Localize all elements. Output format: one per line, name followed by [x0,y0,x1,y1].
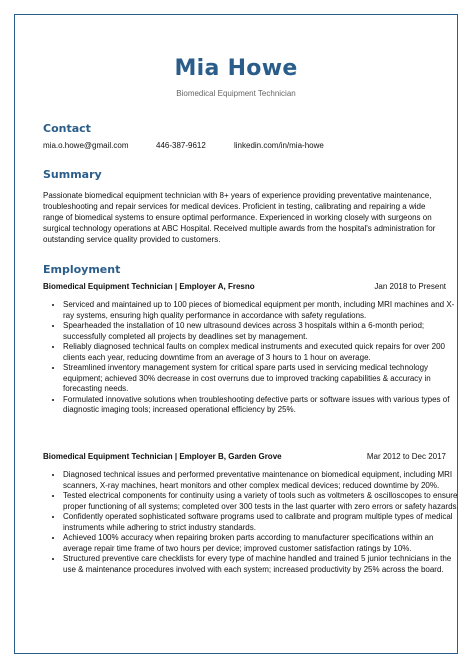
job-bullet: • Formulated innovative solutions when troubleshooting defective parts or software issues with various types of diagnostic imaging tools; increased operational efficiency by 25%. [63,395,459,416]
candidate-role: Biomedical Equipment Technician [176,89,296,98]
job-header [43,282,446,293]
job-bullet: • Spearheaded the installation of 10 new ultrasound devices across 3 hospitals within a 6-month period; successfully completed all projects by deadlines set by management. [63,321,459,342]
employment-heading: Employment [43,263,121,276]
contact-heading: Contact [43,122,91,135]
job-dates: Jan 2018 to Present [374,282,446,291]
contact-email[interactable]: mia.o.howe@gmail.com [43,141,129,150]
contact-linkedin[interactable]: linkedin.com/in/mia-howe [234,141,324,150]
contact-phone: 446-387-9612 [156,141,206,150]
contact-row [43,141,324,150]
job-title: Biomedical Equipment Technician | Employer A, Fresno [43,282,255,291]
job-bullet: • Confidently operated sophisticated software programs used to calibrate and program multiple types of medical instruments while adhering to strict industry standards. [63,512,459,533]
job-bullet: • Reliably diagnosed technical faults on complex medical instruments and executed quick repairs for over 200 clients each year, reducing downtime from an average of 3 hours to 1 hour on average. [63,342,459,363]
job-bullet: • Tested electrical components for continuity using a variety of tools such as voltmeters & oscilloscopes to ensure proper functioning of all systems; completed over 300 tests in the last quarter with zero errors or safety hazards. [63,491,459,512]
job-dates: Mar 2012 to Dec 2017 [366,452,446,461]
job-bullet: • Structured preventive care checklists for every type of machine handled and trained 5 junior technicians in the use & maintenance procedures involved with each system; increased productivity by 25% across the board. [63,554,459,575]
job-bullet: • Diagnosed technical issues and performed preventative maintenance on biomedical equipment, including MRI scanners, X-ray machines, heart monitors and other complex medical devices; reduced downtime by 20%. [63,470,459,491]
job-bullet: • Achieved 100% accuracy when repairing broken parts according to manufacturer specifications within an average repair time frame of two hours per device; improved customer satisfaction ratings by 10%. [63,533,459,554]
job-title: Biomedical Equipment Technician | Employer B, Garden Grove [43,452,282,461]
summary-text: Passionate biomedical equipment technician with 8+ years of experience providing preventative maintenance, troubleshooting and repair services for medical devices. Proficient in testing, calibrating and repairing a wide range of biomedical systems to ensure optimal performance. Experienced in working closely with surgeons on surgical technology operations at ABC Hospital. Received multiple awards from the hospital's administration for outstanding service quality provided to customers. [43,191,436,244]
candidate-name: Mia Howe [174,56,298,81]
job-header [43,452,446,463]
job-bullets [43,300,459,416]
job-bullet: • Streamlined inventory management system for critical spare parts used in servicing medical technology equipment; achieved 30% decrease in cost overruns due to improved tracking capabilities & accuracy in forecasting needs. [63,363,459,395]
job-bullet: • Serviced and maintained up to 100 pieces of biomedical equipment per month, including MRI machines and X-ray systems, ensuring high quality performance in accordance with safety regulations. [63,300,459,321]
job-bullets [43,470,459,575]
summary-heading: Summary [43,168,102,181]
resume-page [14,14,458,654]
